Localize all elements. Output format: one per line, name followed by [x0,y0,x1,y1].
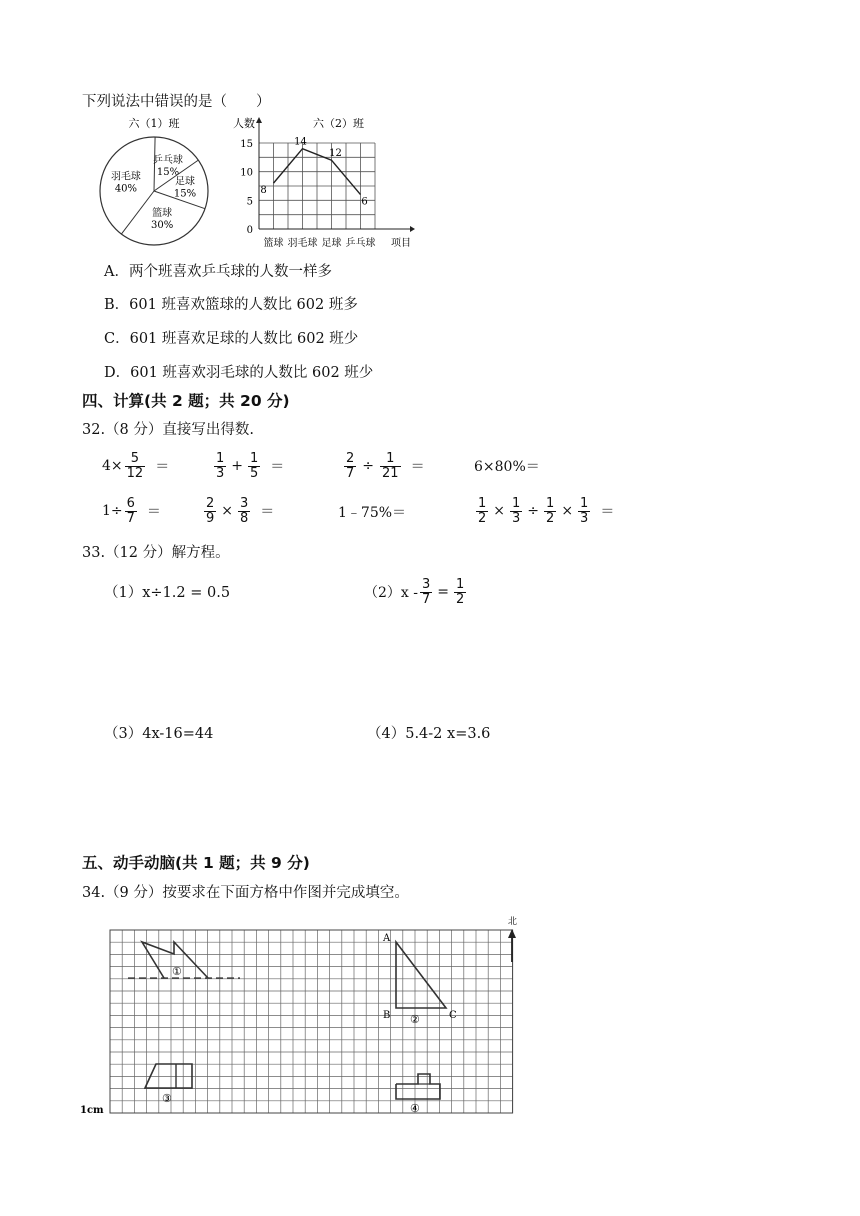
x-tick-label: 乒乓球 [345,238,376,249]
y-tick-label: 15 [240,139,253,150]
line-title: 六（2）班 [313,117,364,130]
equation-2: （2）x - $\frac{3}{7}$ = $\frac{1}{2}$ [364,577,465,607]
figure-2-label: ② [410,1013,420,1026]
q31-prompt: 下列说法中错误的是（ ） [82,94,271,110]
point-b: B [383,1010,391,1021]
point-c: C [449,1010,457,1021]
pie-pct: 40% [114,183,138,195]
option-c[interactable]: C．601 班喜欢足球的人数比 602 班少 [104,331,359,347]
line-ylabel: 人数 [233,117,255,130]
figure-1-label: ① [172,965,182,978]
calc-4: 6×80%＝ [474,459,540,475]
x-tick-label: 篮球 [263,238,284,249]
q33-prompt: 33.（12 分）解方程。 [82,545,230,561]
data-label: 6 [361,196,368,208]
equation-3: （3）4x-16=44 [104,726,214,742]
north-arrow-icon [508,929,516,962]
y-tick-label: 10 [240,167,253,179]
line-plot [240,117,415,249]
pie-title: 六（1）班 [128,117,180,130]
pie-pct: 30% [151,219,174,231]
calc-5: 1÷ $\frac{6}{7}$ ＝ [102,496,161,526]
point-a: A [383,933,391,944]
x-tick-label: 羽毛球 [287,238,318,249]
pie-chart [96,113,216,249]
data-label: 12 [329,148,342,160]
pie-pct: 15% [173,188,197,200]
north-label: 北 [508,917,518,927]
equation-4: （4）5.4-2 x=3.6 [367,726,491,742]
line-chart [225,113,425,251]
q32-prompt: 32.（8 分）直接写出得数. [82,422,255,438]
calc-6: $\frac{2}{9}$ × $\frac{3}{8}$ ＝ [206,496,275,526]
y-tick-label: 0 [246,225,253,236]
option-b[interactable]: B．601 班喜欢篮球的人数比 602 班多 [104,297,358,313]
calc-1: 4× $\frac{5}{12}$ ＝ [102,451,170,481]
option-a[interactable]: A．两个班喜欢乒乓球的人数一样多 [104,264,332,280]
scale-label: 1cm [80,1105,104,1116]
line-xlabel: 项目 [391,238,411,249]
option-d[interactable]: D．601 班喜欢羽毛球的人数比 602 班少 [104,365,374,381]
y-tick-label: 5 [246,196,253,208]
figure-3-trapezoid [145,1064,192,1088]
q34-prompt: 34.（9 分）按要求在下面方格中作图并完成填空。 [82,885,409,901]
calc-2: $\frac{1}{3}$ + $\frac{1}{5}$ ＝ [216,451,285,481]
calc-8: $\frac{1}{2}$ × $\frac{1}{3}$ ÷ $\frac{1}{2}$ × $\frac{1}{3}$ ＝ [478,496,615,526]
pie-pct: 15% [156,166,180,178]
x-tick-label: 足球 [321,238,342,249]
section-5-title: 五、动手动脑(共 1 题；共 9 分) [82,854,310,872]
pie-label: 篮球 [152,207,173,219]
calc-7: 1﹣75%＝ [338,505,407,521]
data-label: 14 [294,136,307,148]
pie-slices [100,137,208,245]
pie-label: 羽毛球 [110,171,141,183]
grid-lines [110,930,513,1113]
pie-label: 乒乓球 [153,154,184,166]
figure-3-label: ③ [162,1092,172,1105]
figure-4-label: ④ [410,1102,420,1115]
section-4-title: 四、计算(共 2 题；共 20 分) [82,392,290,410]
grid-figure [80,912,530,1124]
equation-1: （1）x÷1.2 = 0.5 [104,585,231,601]
pie-label: 足球 [175,176,196,188]
figure-2-triangle [396,942,446,1008]
data-label: 8 [260,185,267,197]
calc-3: $\frac{2}{7}$ ÷ $\frac{1}{21}$ ＝ [346,451,425,481]
